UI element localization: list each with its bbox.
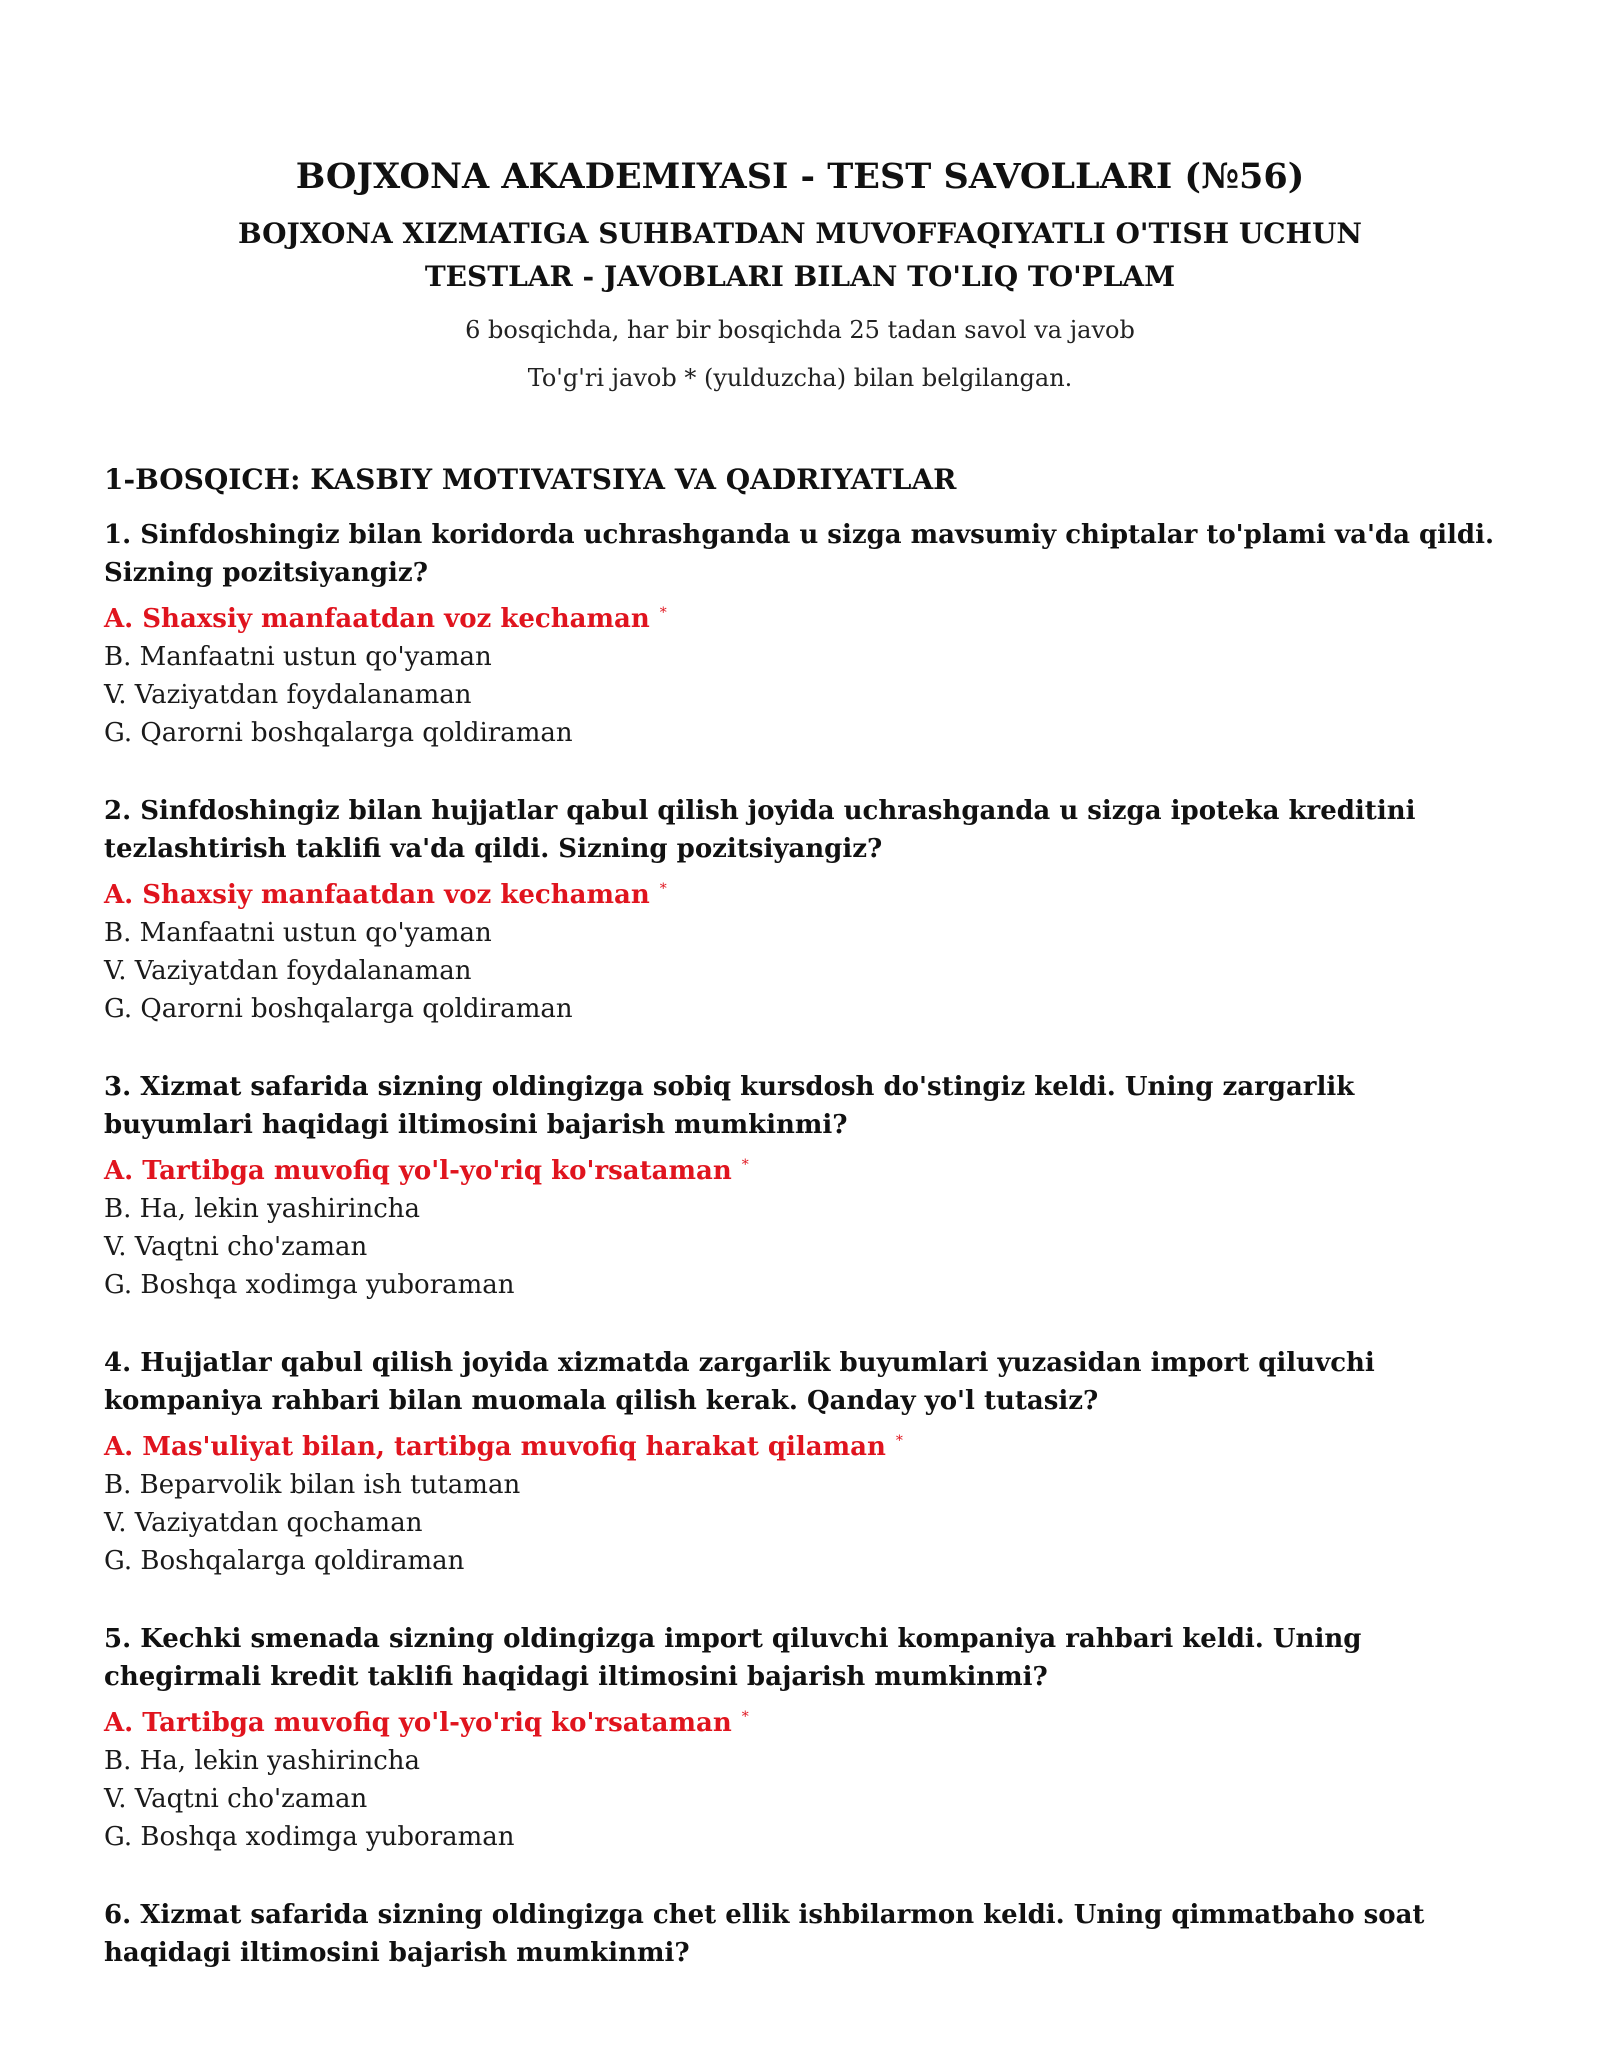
question-block xyxy=(104,1344,1504,1580)
answer-option xyxy=(104,1818,1504,1856)
correct-answer-option xyxy=(104,594,1504,638)
option-label: A. Tartibga muvofiq yo'l-yo'riq ko'rsataman xyxy=(104,1708,732,1738)
option-label: V. Vaziyatdan qochaman xyxy=(104,1508,423,1538)
answer-option xyxy=(104,676,1504,714)
answer-option xyxy=(104,952,1504,990)
answer-option xyxy=(104,714,1504,752)
question-text: 2. Sinfdoshingiz bilan hujjatlar qabul qilish joyida uchrashganda u sizga ipoteka kreditini tezlashtirish taklifi va'da qildi. Sizning pozitsiyangiz? xyxy=(104,796,1416,864)
option-label: B. Manfaatni ustun qo'yaman xyxy=(104,642,492,672)
correct-answer-option xyxy=(104,1698,1504,1742)
correct-mark-star: * xyxy=(895,1433,903,1449)
answer-option xyxy=(104,990,1504,1028)
correct-mark-star: * xyxy=(741,1709,749,1725)
question-block xyxy=(104,1068,1504,1304)
document-header xyxy=(0,152,1600,394)
option-label: B. Ha, lekin yashirincha xyxy=(104,1194,421,1224)
answer-option xyxy=(104,1542,1504,1580)
answer-option xyxy=(104,638,1504,676)
option-label: G. Boshqalarga qoldiraman xyxy=(104,1546,465,1576)
option-label: V. Vaziyatdan foydalanaman xyxy=(104,680,472,710)
document-content xyxy=(104,458,1504,2012)
option-label: G. Qarorni boshqalarga qoldiraman xyxy=(104,718,573,748)
answer-option xyxy=(104,1228,1504,1266)
info-line-stages: 6 bosqichda, har bir bosqichda 25 tadan savol va javob xyxy=(465,316,1135,344)
answer-option xyxy=(104,914,1504,952)
answer-option xyxy=(104,1504,1504,1542)
question-text: 5. Kechki smenada sizning oldingizga import qiluvchi kompaniya rahbari keldi. Uning chegirmali kredit taklifi haqidagi iltimosini bajarish mumkinmi? xyxy=(104,1624,1362,1692)
answer-option xyxy=(104,1466,1504,1504)
question-text: 6. Xizmat safarida sizning oldingizga chet ellik ishbilarmon keldi. Uning qimmatbaho soat haqidagi iltimosini bajarish mumkinmi? xyxy=(104,1900,1425,1968)
option-label: G. Qarorni boshqalarga qoldiraman xyxy=(104,994,573,1024)
option-label: A. Tartibga muvofiq yo'l-yo'riq ko'rsataman xyxy=(104,1156,732,1186)
correct-answer-option xyxy=(104,1422,1504,1466)
question-text: 4. Hujjatlar qabul qilish joyida xizmatda zargarlik buyumlari yuzasidan import qiluvchi kompaniya rahbari bilan muomala qilish kerak. Qanday yo'l tutasiz? xyxy=(104,1348,1375,1416)
answer-option xyxy=(104,1742,1504,1780)
correct-mark-star: * xyxy=(741,1157,749,1173)
option-label: A. Shaxsiy manfaatdan voz kechaman xyxy=(104,604,650,634)
document-subtitle: BOJXONA XIZMATIGA SUHBATDAN MUVOFFAQIYATLI O'TISH UCHUN TESTLAR - JAVOBLARI BILAN TO'LIQ TO'PLAM xyxy=(237,217,1363,293)
correct-answer-option xyxy=(104,870,1504,914)
answer-option xyxy=(104,1780,1504,1818)
question-block xyxy=(104,516,1504,752)
question-list xyxy=(104,516,1504,1972)
option-label: B. Manfaatni ustun qo'yaman xyxy=(104,918,492,948)
correct-answer-option xyxy=(104,1146,1504,1190)
question-block xyxy=(104,1620,1504,1856)
option-label: V. Vaqtni cho'zaman xyxy=(104,1784,368,1814)
answer-option xyxy=(104,1190,1504,1228)
option-label: B. Beparvolik bilan ish tutaman xyxy=(104,1470,521,1500)
answer-option xyxy=(104,1266,1504,1304)
option-label: G. Boshqa xodimga yuboraman xyxy=(104,1822,515,1852)
option-label: G. Boshqa xodimga yuboraman xyxy=(104,1270,515,1300)
option-label: B. Ha, lekin yashirincha xyxy=(104,1746,421,1776)
option-label: A. Shaxsiy manfaatdan voz kechaman xyxy=(104,880,650,910)
option-label: A. Mas'uliyat bilan, tartibga muvofiq harakat qilaman xyxy=(104,1432,886,1462)
correct-mark-star: * xyxy=(659,605,667,621)
section-title: 1-BOSQICH: KASBIY MOTIVATSIYA VA QADRIYATLAR xyxy=(104,463,957,496)
question-text: 3. Xizmat safarida sizning oldingizga sobiq kursdosh do'stingiz keldi. Uning zargarlik buyumlari haqidagi iltimosini bajarish mumkinmi? xyxy=(104,1072,1355,1140)
question-block xyxy=(104,1896,1504,1972)
option-label: V. Vaziyatdan foydalanaman xyxy=(104,956,472,986)
correct-mark-star: * xyxy=(659,881,667,897)
question-block xyxy=(104,792,1504,1028)
info-line-legend: To'g'ri javob * (yulduzcha) bilan belgilangan. xyxy=(527,364,1073,392)
document-title: BOJXONA AKADEMIYASI - TEST SAVOLLARI (№56) xyxy=(295,156,1305,197)
question-text: 1. Sinfdoshingiz bilan koridorda uchrashganda u sizga mavsumiy chiptalar to'plami va'da qildi. Sizning pozitsiyangiz? xyxy=(104,520,1495,588)
option-label: V. Vaqtni cho'zaman xyxy=(104,1232,368,1262)
